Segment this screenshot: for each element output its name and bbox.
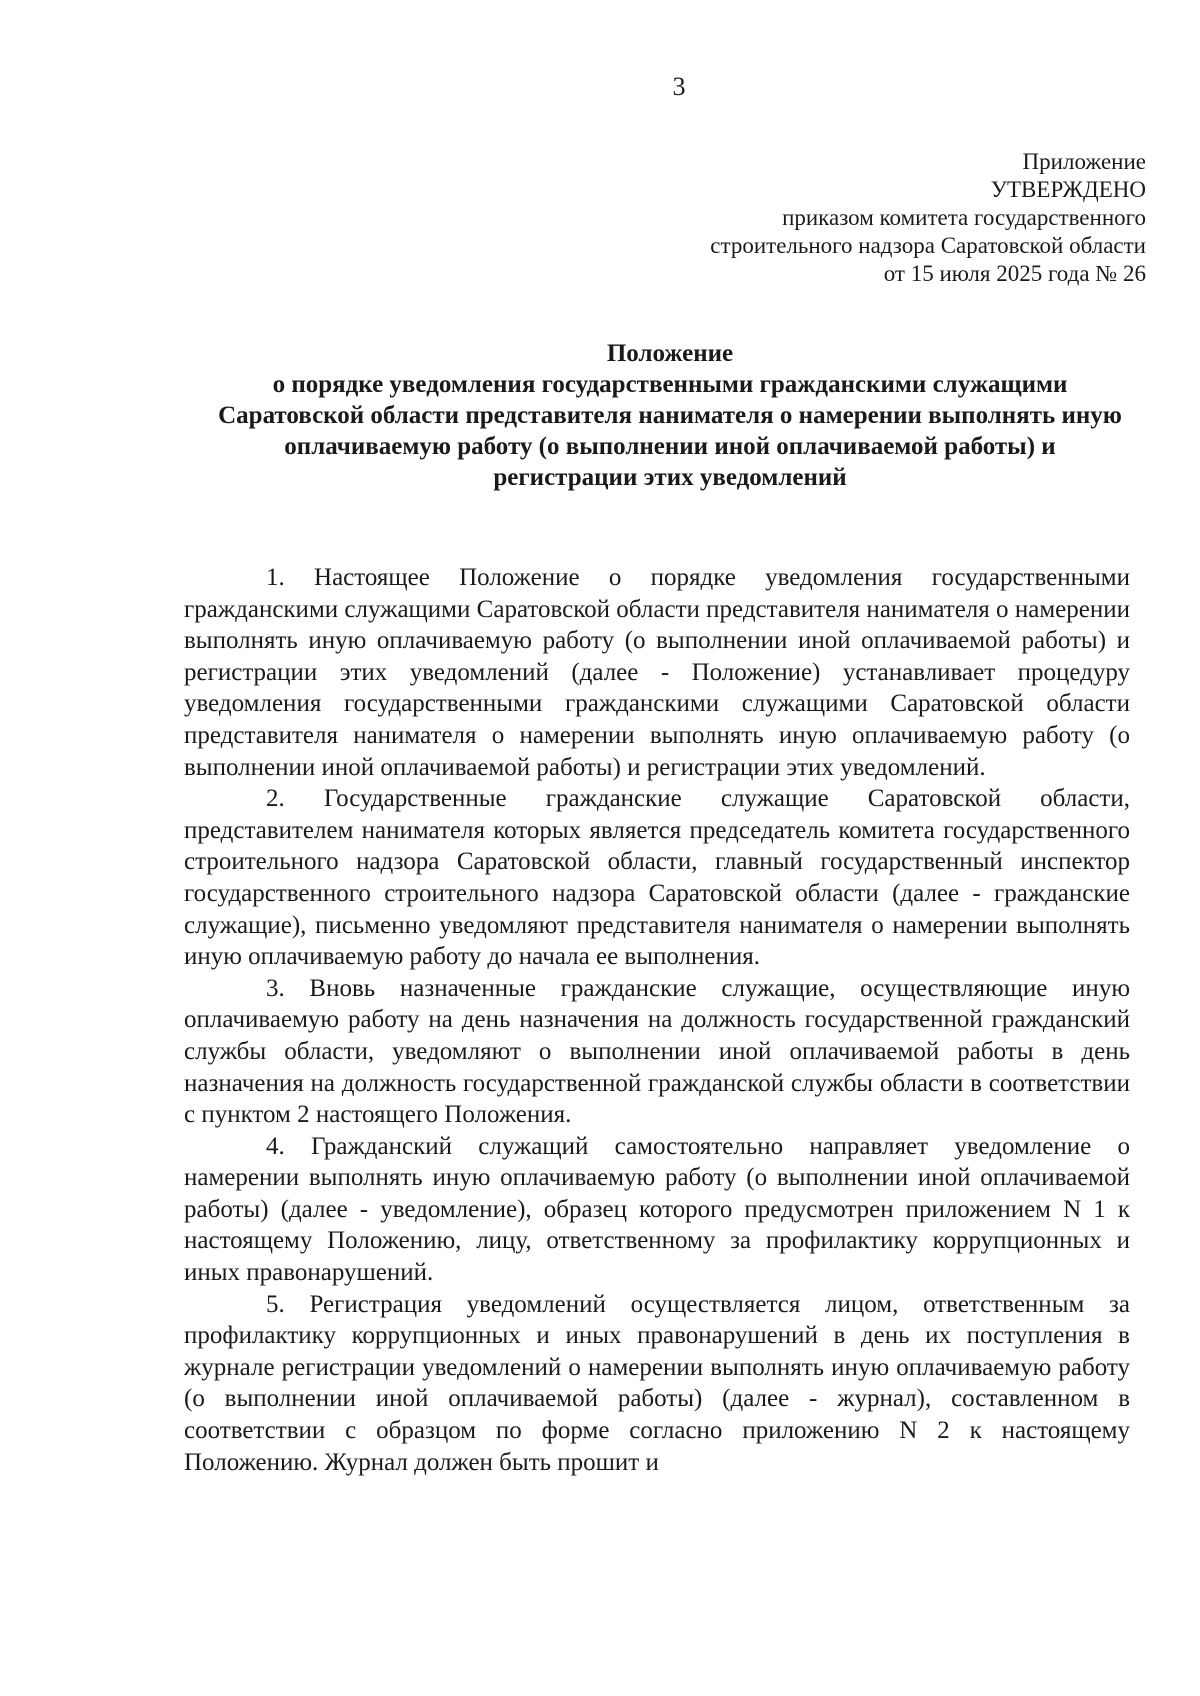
- approval-line-approved: УТВЕРЖДЕНО: [990, 177, 1146, 202]
- approval-line-appendix: Приложение: [1022, 149, 1146, 174]
- approval-line-date: от 15 июля 2025 года № 26: [883, 261, 1146, 286]
- paragraph-4: 4. Гражданский служащий самостоятельно направляет уведомление о намерении выполнять иную оплачиваемую работу (о выполнении иной оплачиваемой работы) (далее - уведомление), образец которого предусмотрен приложением N 1 к настоящему Положению, лицу, ответственному за профилактику коррупционных и иных правонарушений.: [184, 1132, 1130, 1287]
- document-title: [210, 338, 1130, 493]
- title-main: Положение: [606, 340, 734, 367]
- paragraph-1: 1. Настоящее Положение о порядке уведомления государственными гражданскими служащими Саратовской области представителя нанимателя о намерении выполнять иную оплачиваемую работу (о выполнении иной оплачиваемой работы) и регистрации этих уведомлений (далее - Положение) устанавливает процедуру уведомления государственными гражданскими служащими Саратовской области представителя нанимателя о намерении выполнять иную оплачиваемую работу (о выполнении иной оплачиваемой работы) и регистрации этих уведомлений.: [184, 564, 1130, 781]
- title-subtitle: о порядке уведомления государственными гражданскими служащими Саратовской области представителя нанимателя о намерении выполнять иную оплачиваемую работу (о выполнении иной оплачиваемой работы) и регистрации этих уведомлений: [218, 371, 1122, 491]
- paragraph-3: 3. Вновь назначенные гражданские служащие, осуществляющие иную оплачиваемую работу на день назначения на должность государственной гражданский службы области, уведомляют о выполнении иной оплачиваемой работы в день назначения на должность государственной гражданской службы области в соответствии с пунктом 2 настоящего Положения.: [184, 974, 1130, 1129]
- approval-line-committee: строительного надзора Саратовской области: [710, 233, 1146, 258]
- approval-block: [710, 148, 1146, 288]
- paragraph-5: 5. Регистрация уведомлений осуществляется лицом, ответственным за профилактику коррупционных и иных правонарушений в день их поступления в журнале регистрации уведомлений о намерении выполнять иную оплачиваемую работу (о выполнении иной оплачиваемой работы) (далее - журнал), составленном в соответствии с образцом по форме согласно приложению N 2 к настоящему Положению. Журнал должен быть прошит и: [184, 1290, 1130, 1476]
- approval-line-order: приказом комитета государственного: [782, 205, 1146, 230]
- page-number: 3: [672, 72, 686, 101]
- document-body: [184, 562, 1130, 1478]
- paragraph-2: 2. Государственные гражданские служащие Саратовской области, представителем нанимателя которых является председатель комитета государственного строительного надзора Саратовской области, главный государственный инспектор государственного строительного надзора Саратовской области (далее - гражданские служащие), письменно уведомляют представителя нанимателя о намерении выполнять иную оплачиваемую работу до начала ее выполнения.: [184, 785, 1130, 971]
